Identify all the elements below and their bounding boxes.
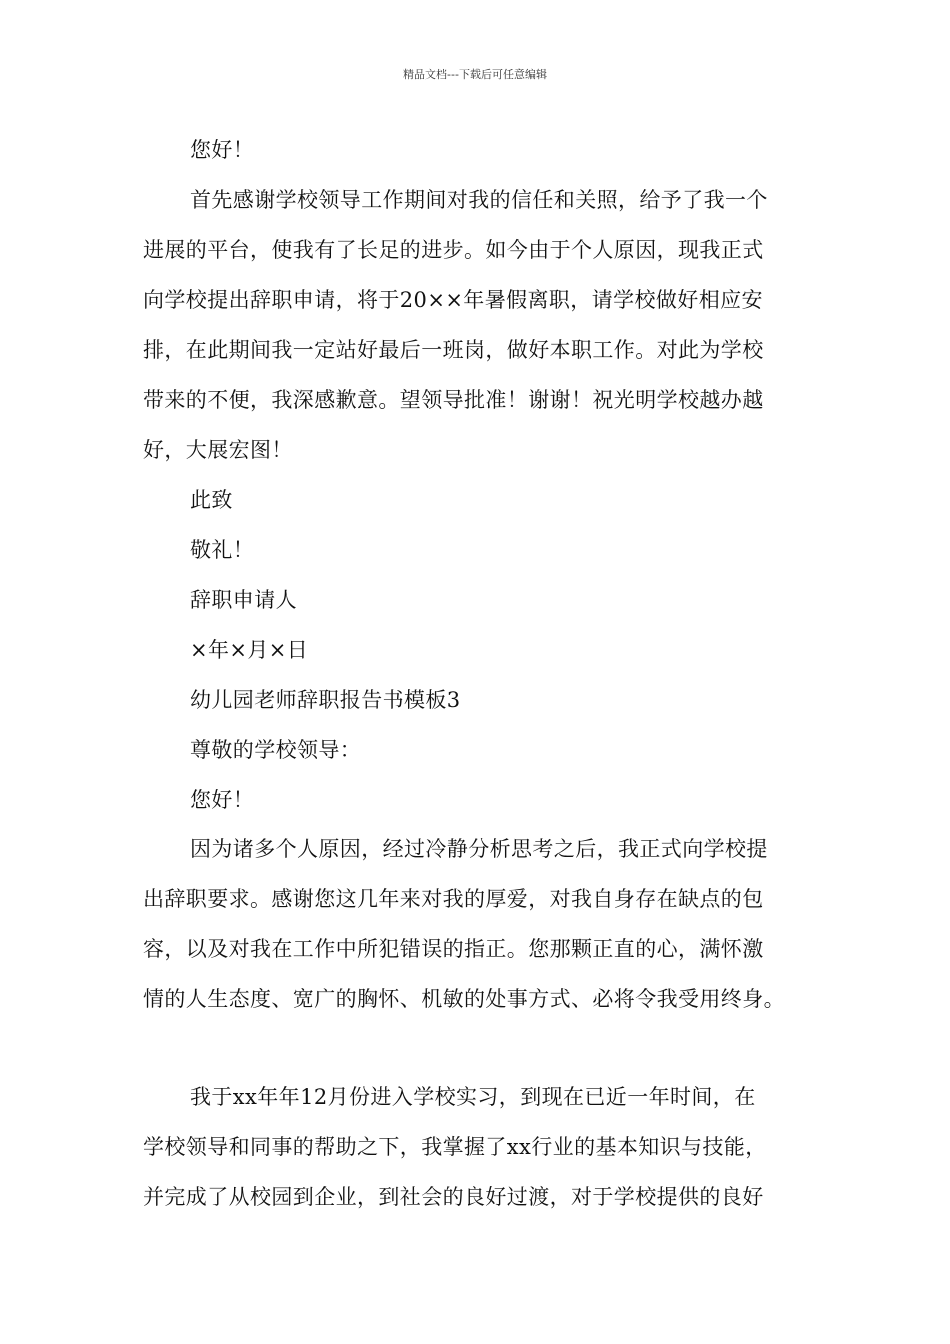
text-line: 此致 <box>190 488 233 512</box>
text-line: 情的人生态度、宽广的胸怀、机敏的处事方式、必将令我受用终身。 <box>143 987 785 1011</box>
text-line: 进展的平台，使我有了长足的进步。如今由于个人原因，现我正式 <box>143 238 764 262</box>
text-line: 尊敬的学校领导： <box>190 738 362 762</box>
text-line: 幼儿园老师辞职报告书模板3 <box>190 688 461 712</box>
text-line: 辞职申请人 <box>190 588 297 612</box>
text-line: 您好！ <box>190 138 255 162</box>
text-line: 好，大展宏图！ <box>143 438 293 462</box>
text-line: 带来的不便，我深感歉意。望领导批准！谢谢！祝光明学校越办越 <box>143 388 764 412</box>
text-line: ×年×月×日 <box>190 638 309 662</box>
text-line: 首先感谢学校领导工作期间对我的信任和关照，给予了我一个 <box>190 188 768 212</box>
text-line: 敬礼！ <box>190 538 255 562</box>
text-line: 排，在此期间我一定站好最后一班岗，做好本职工作。对此为学校 <box>143 338 764 362</box>
text-line: 并完成了从校园到企业，到社会的良好过渡，对于学校提供的良好 <box>143 1185 764 1209</box>
text-line: 我于xx年年12月份进入学校实习，到现在已近一年时间，在 <box>190 1085 756 1109</box>
text-line: 向学校提出辞职申请，将于20××年暑假离职，请学校做好相应安 <box>143 288 763 312</box>
text-line: 您好！ <box>190 788 255 812</box>
text-line: 学校领导和同事的帮助之下，我掌握了xx行业的基本知识与技能， <box>143 1135 767 1159</box>
text-line: 因为诸多个人原因，经过冷静分析思考之后，我正式向学校提 <box>190 837 768 861</box>
page-header: 精品文档---下载后可任意编辑 <box>403 68 547 81</box>
text-line: 容，以及对我在工作中所犯错误的指正。您那颗正直的心，满怀激 <box>143 937 764 961</box>
text-line: 出辞职要求。感谢您这几年来对我的厚爱，对我自身存在缺点的包 <box>143 887 764 911</box>
